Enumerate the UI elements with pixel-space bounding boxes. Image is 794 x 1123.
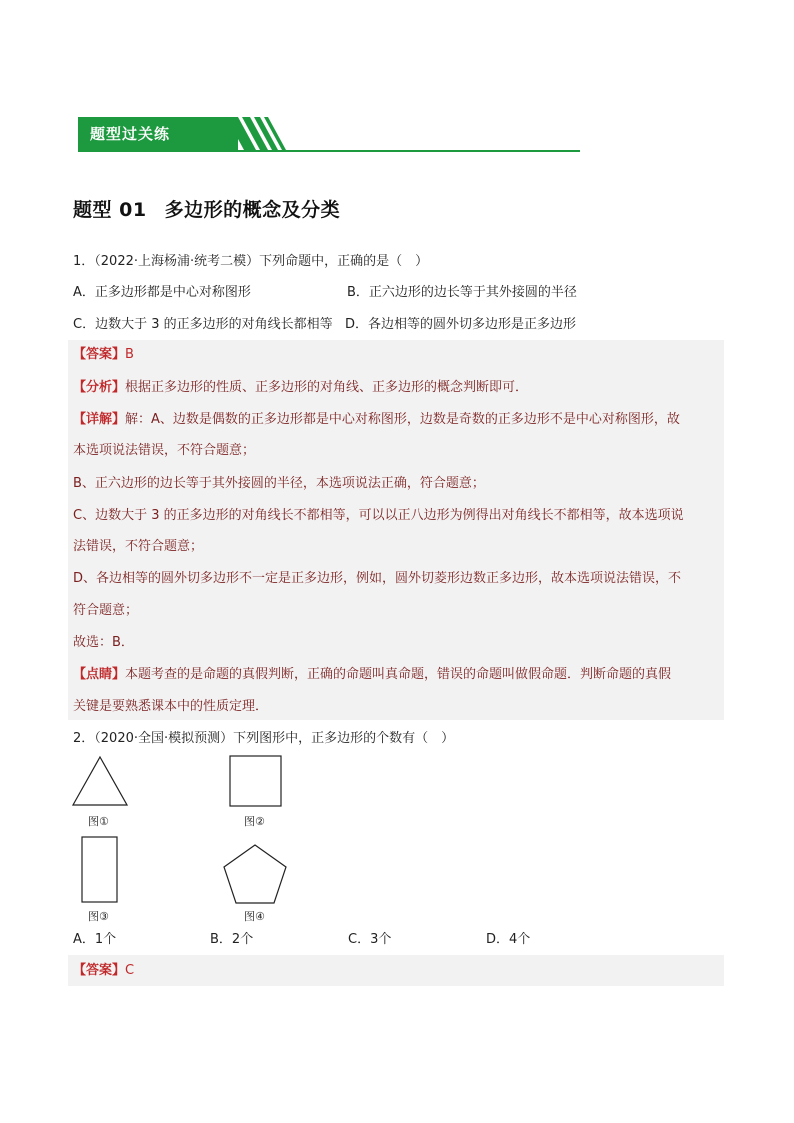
- q1-detail-line: 符合题意；: [73, 603, 139, 618]
- q1-option-a: A．正多边形都是中心对称图形: [73, 285, 251, 300]
- figure-1-caption: 图①: [88, 815, 109, 828]
- q2-option-a: A．1个: [73, 932, 117, 947]
- banner-underline: [78, 150, 580, 152]
- section-number: 题型 01: [73, 199, 147, 221]
- section-title: [73, 195, 340, 222]
- q1-conclusion: 故选：B．: [73, 635, 134, 650]
- q1-comment-tag: 【点睛】: [73, 667, 126, 682]
- q1-option-b: B．正六边形的边长等于其外接圆的半径: [347, 285, 577, 300]
- q2-stem: 2．（2020·全国·模拟预测）下列图形中，正多边形的个数有（ ）: [73, 731, 455, 746]
- q1-detail-line: 本选项说法错误，不符合题意；: [73, 443, 256, 458]
- q1-analysis: [73, 380, 528, 396]
- figure-2-caption: 图②: [244, 815, 265, 828]
- figure-3-caption: 图③: [88, 910, 109, 923]
- q1-detail-tag: 【详解】: [73, 412, 126, 427]
- figure-2-square: [228, 754, 284, 808]
- section-banner: [78, 117, 580, 153]
- figure-4-pentagon: [220, 842, 290, 906]
- q1-option-d: D．各边相等的圆外切多边形是正多边形: [345, 317, 577, 332]
- banner-title: 题型过关练: [90, 125, 171, 143]
- q2-option-b: B．2个: [210, 932, 254, 947]
- q2-option-c: C．3个: [348, 932, 392, 947]
- q1-stem: 1．（2022·上海杨浦·统考二模）下列命题中，正确的是（ ）: [73, 254, 429, 269]
- q2-answer: [73, 963, 134, 979]
- q1-detail-line: B、正六边形的边长等于其外接圆的半径，本选项说法正确，符合题意；: [73, 476, 485, 491]
- q1-analysis-text: 根据正多边形的性质、正多边形的对角线、正多边形的概念判断即可．: [125, 380, 529, 395]
- q1-detail-line: 法错误，不符合题意；: [73, 539, 204, 554]
- banner-stripes-decoration: [226, 117, 316, 150]
- q1-comment: [73, 667, 671, 683]
- section-name: 多边形的概念及分类: [164, 199, 341, 221]
- q2-option-d: D．4个: [486, 932, 531, 947]
- q1-analysis-tag: 【分析】: [73, 380, 126, 395]
- figure-3-rectangle: [80, 835, 120, 905]
- q1-answer-tag: 【答案】: [73, 347, 126, 362]
- q1-detail-line: D、各边相等的圆外切多边形不一定是正多边形，例如，圆外切菱形边数正多边形，故本选项说法错误，不: [73, 571, 682, 586]
- q1-answer: [73, 347, 134, 363]
- q2-answer-value: C: [125, 963, 135, 978]
- q1-comment-line: 关键是要熟悉课本中的性质定理．: [73, 699, 269, 714]
- q2-answer-panel: [68, 955, 724, 986]
- q1-comment-text: 本题考查的是命题的真假判断，正确的命题叫真命题，错误的命题叫做假命题．判断命题的真假: [125, 667, 672, 682]
- q1-answer-panel: [68, 340, 724, 720]
- q2-answer-tag: 【答案】: [73, 963, 126, 978]
- figure-1-triangle: [70, 754, 130, 808]
- figure-4-caption: 图④: [244, 910, 265, 923]
- q1-detail-line: C、边数大于 3 的正多边形的对角线长不都相等，可以以正八边形为例得出对角线长不都相等，故本选项说: [73, 508, 684, 523]
- q1-answer-value: B: [125, 347, 134, 362]
- q1-option-c: C．边数大于 3 的正多边形的对角线长都相等: [73, 317, 333, 332]
- q1-detail-text: 解：A、边数是偶数的正多边形都是中心对称图形，边数是奇数的正多边形不是中心对称图形，故: [125, 412, 680, 427]
- q1-detail-line: [73, 412, 680, 428]
